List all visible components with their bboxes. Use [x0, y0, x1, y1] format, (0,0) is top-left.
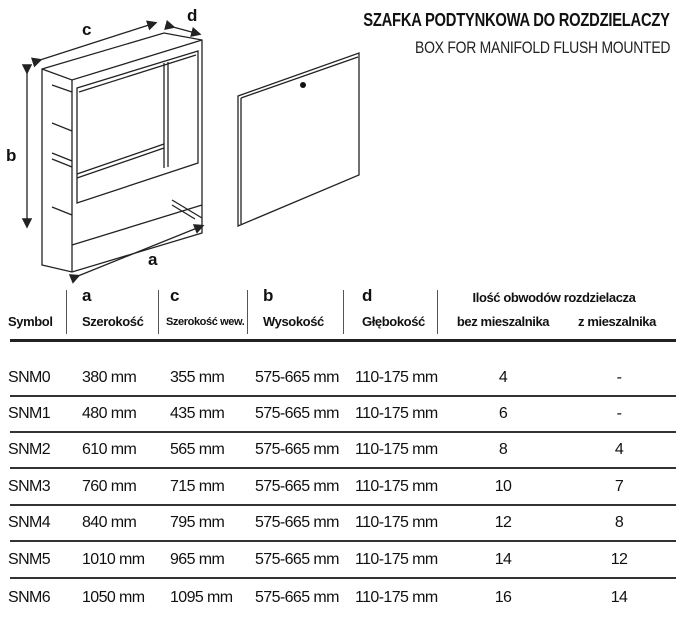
cell-c: 435 mm	[170, 405, 225, 422]
cell-without: 16	[494, 589, 512, 606]
cell-with: 14	[610, 589, 628, 606]
cell-b: 575-665 mm	[255, 589, 339, 606]
row-divider	[10, 504, 676, 506]
cell-symbol: SNM6	[8, 589, 51, 606]
cell-a: 610 mm	[82, 441, 137, 458]
dimension-label-a: a	[148, 250, 158, 269]
cell-d: 110-175 mm	[355, 589, 438, 606]
cell-c: 1095 mm	[170, 589, 233, 606]
header-without-mixer: bez mieszalnika	[456, 314, 550, 329]
cell-c: 715 mm	[170, 478, 225, 495]
cell-b: 575-665 mm	[255, 369, 339, 386]
column-divider	[158, 290, 159, 334]
cell-d: 110-175 mm	[355, 369, 438, 386]
cell-symbol: SNM5	[8, 551, 51, 568]
header-d-label: Głębokość	[362, 314, 425, 329]
cell-c: 965 mm	[170, 551, 225, 568]
door-panel-drawing	[238, 53, 359, 226]
cell-c: 565 mm	[170, 441, 225, 458]
row-divider	[10, 540, 676, 542]
column-divider	[437, 290, 438, 334]
header-circuits: Ilość obwodów rozdzielacza	[472, 290, 636, 305]
cell-a: 380 mm	[82, 369, 137, 386]
table-row	[0, 478, 692, 514]
cell-a: 1050 mm	[82, 589, 145, 606]
column-divider	[66, 290, 67, 334]
cell-a: 840 mm	[82, 514, 137, 531]
cell-symbol: SNM2	[8, 441, 51, 458]
cell-with: 12	[610, 551, 628, 568]
cell-a: 480 mm	[82, 405, 137, 422]
cell-c: 795 mm	[170, 514, 225, 531]
header-c-label: Szerokość wew.	[166, 316, 245, 328]
cell-a: 1010 mm	[82, 551, 145, 568]
header-b-letter: b	[263, 286, 274, 305]
cell-without: 10	[494, 478, 512, 495]
table-row	[0, 441, 692, 477]
subtitle: BOX FOR MANIFOLD FLUSH MOUNTED	[414, 38, 670, 57]
box-diagram	[0, 0, 692, 290]
header-d-letter: d	[362, 286, 373, 305]
dimension-label-d: d	[187, 6, 198, 25]
header-c-letter: c	[170, 286, 180, 305]
cell-with: -	[616, 405, 622, 422]
dimension-label-b: b	[6, 146, 17, 165]
cell-without: 14	[494, 551, 512, 568]
cell-d: 110-175 mm	[355, 478, 438, 495]
cell-b: 575-665 mm	[255, 405, 339, 422]
cell-symbol: SNM1	[8, 405, 51, 422]
cell-with: 8	[614, 514, 624, 531]
header-b-label: Wysokość	[263, 314, 324, 329]
cell-without: 12	[494, 514, 512, 531]
column-divider	[247, 290, 248, 334]
title: SZAFKA PODTYNKOWA DO ROZDZIELACZY	[363, 10, 670, 30]
cell-with: -	[616, 369, 622, 386]
header-a-label: Szerokość	[82, 314, 144, 329]
cell-c: 355 mm	[170, 369, 225, 386]
cell-b: 575-665 mm	[255, 514, 339, 531]
cell-d: 110-175 mm	[355, 551, 438, 568]
table-row	[0, 405, 692, 441]
cell-b: 575-665 mm	[255, 478, 339, 495]
table-row	[0, 369, 692, 405]
cell-symbol: SNM0	[8, 369, 51, 386]
cell-b: 575-665 mm	[255, 441, 339, 458]
header-divider	[10, 339, 676, 342]
cell-with: 7	[614, 478, 624, 495]
header-with-mixer: z mieszalnika	[578, 314, 656, 329]
cell-without: 8	[498, 441, 508, 458]
cell-d: 110-175 mm	[355, 441, 438, 458]
row-divider	[10, 431, 676, 433]
cell-without: 6	[498, 405, 508, 422]
cell-d: 110-175 mm	[355, 514, 438, 531]
header-symbol: Symbol	[8, 314, 53, 329]
cell-b: 575-665 mm	[255, 551, 339, 568]
table-row	[0, 514, 692, 550]
table-row	[0, 589, 692, 625]
cell-d: 110-175 mm	[355, 405, 438, 422]
table-row	[0, 551, 692, 587]
column-divider	[343, 290, 344, 334]
row-divider	[10, 395, 676, 397]
row-divider	[10, 467, 676, 469]
cell-a: 760 mm	[82, 478, 137, 495]
cell-with: 4	[614, 441, 624, 458]
cell-symbol: SNM3	[8, 478, 51, 495]
header-a-letter: a	[82, 286, 92, 305]
cell-without: 4	[498, 369, 508, 386]
cell-symbol: SNM4	[8, 514, 51, 531]
row-divider	[10, 577, 676, 579]
dimension-label-c: c	[82, 20, 92, 39]
